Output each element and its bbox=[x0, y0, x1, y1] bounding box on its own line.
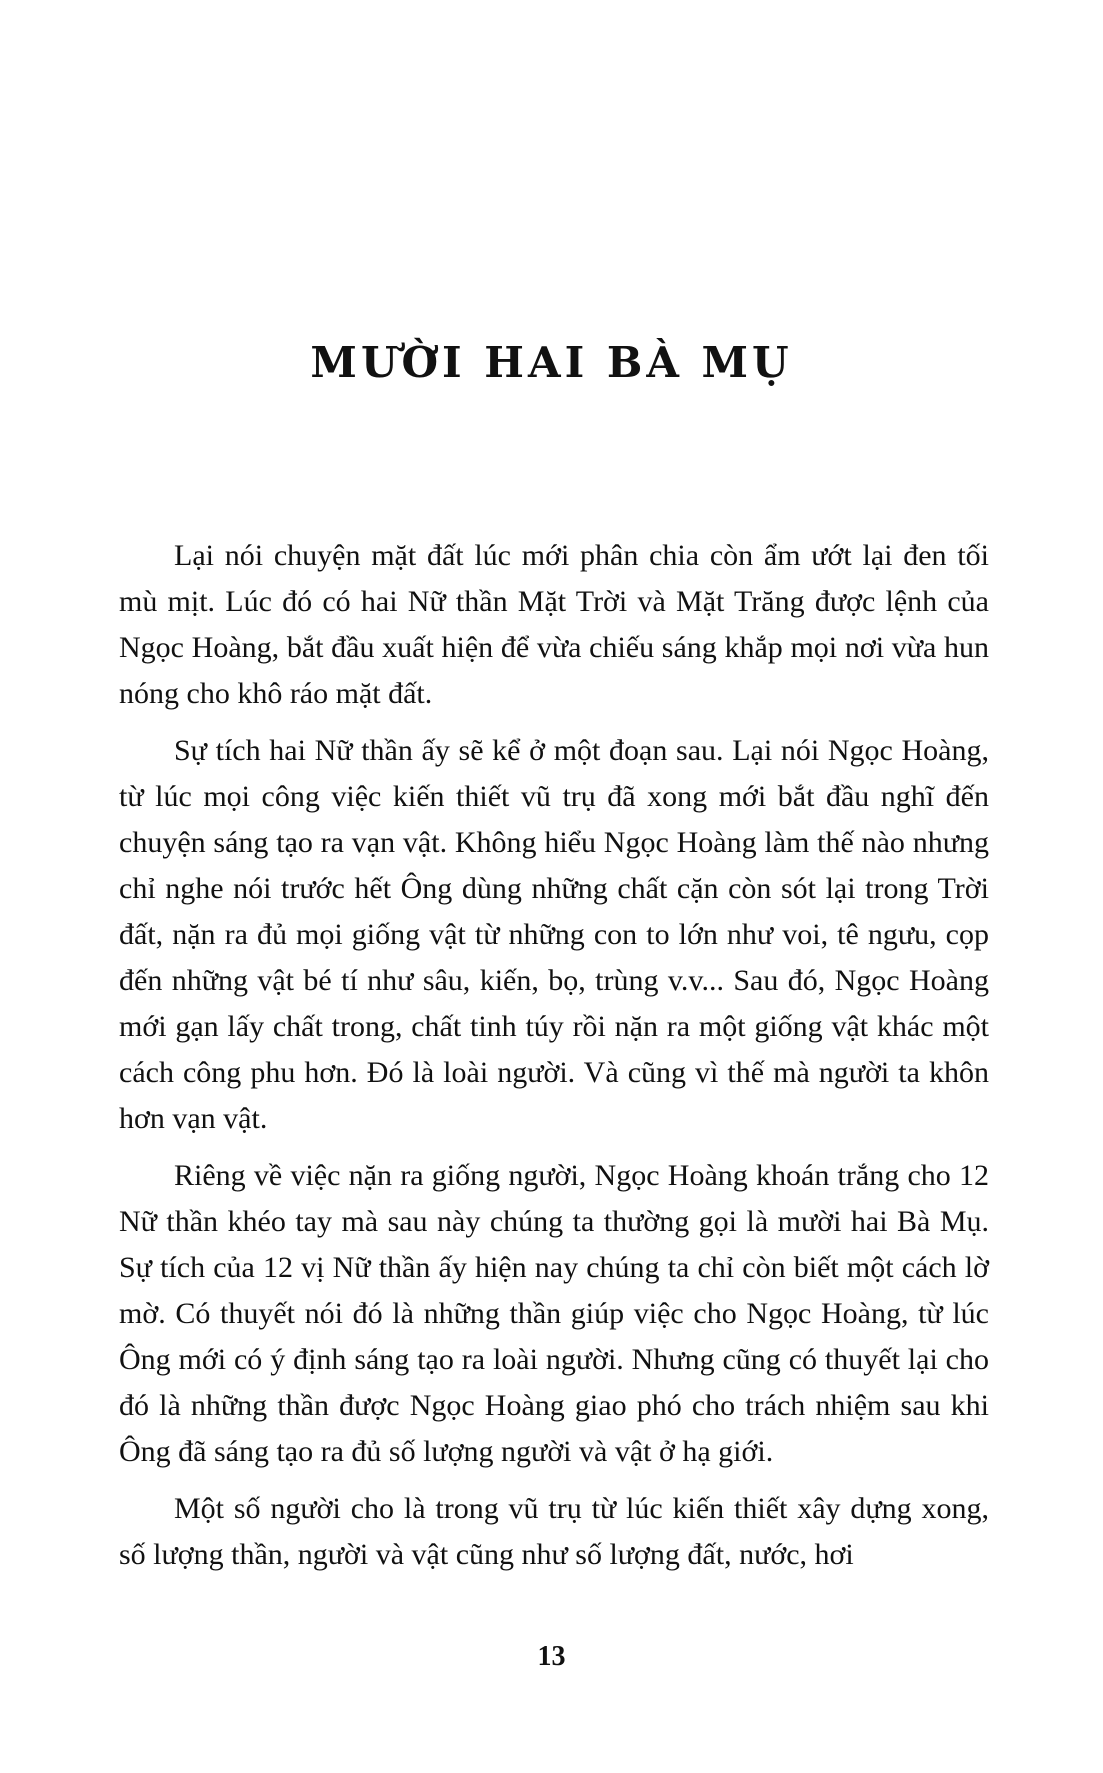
paragraph: Lại nói chuyện mặt đất lúc mới phân chia còn ẩm ướt lại đen tối mù mịt. Lúc đó có hai Nữ thần Mặt Trời và Mặt Trăng được lệnh của Ngọc Hoàng, bắt đầu xuất hiện để vừa chiếu sáng khắp mọi nơi vừa hun nóng cho khô ráo mặt đất. bbox=[119, 539, 989, 710]
paragraph: Một số người cho là trong vũ trụ từ lúc kiến thiết xây dựng xong, số lượng thần, người và vật cũng như số lượng đất, nước, hơi bbox=[119, 1492, 989, 1571]
page-number: 13 bbox=[537, 1641, 566, 1672]
paragraph: Sự tích hai Nữ thần ấy sẽ kể ở một đoạn sau. Lại nói Ngọc Hoàng, từ lúc mọi công việc kiến thiết vũ trụ đã xong mới bắt đầu nghĩ đến chuyện sáng tạo ra vạn vật. Không hiểu Ngọc Hoàng làm thế nào nhưng chỉ nghe nói trước hết Ông dùng những chất cặn còn sót lại trong Trời đất, nặn ra đủ mọi giống vật từ những con to lớn như voi, tê ngưu, cọp đến những vật bé tí như sâu, kiến, bọ, trùng v.v... Sau đó, Ngọc Hoàng mới gạn lấy chất trong, chất tinh túy rồi nặn ra một giống vật khác một cách công phu hơn. Đó là loài người. Và cũng vì thế mà người ta khôn hơn vạn vật. bbox=[119, 734, 989, 1135]
chapter-body bbox=[119, 533, 989, 1589]
chapter-title: MƯỜI HAI BÀ MỤ bbox=[310, 338, 793, 387]
paragraph: Riêng về việc nặn ra giống người, Ngọc Hoàng khoán trắng cho 12 Nữ thần khéo tay mà sau này chúng ta thường gọi là mười hai Bà Mụ. Sự tích của 12 vị Nữ thần ấy hiện nay chúng ta chỉ còn biết một cách lờ mờ. Có thuyết nói đó là những thần giúp việc cho Ngọc Hoàng, từ lúc Ông mới có ý định sáng tạo ra loài người. Nhưng cũng có thuyết lại cho đó là những thần được Ngọc Hoàng giao phó cho trách nhiệm sau khi Ông đã sáng tạo ra đủ số lượng người và vật ở hạ giới. bbox=[119, 1159, 989, 1468]
